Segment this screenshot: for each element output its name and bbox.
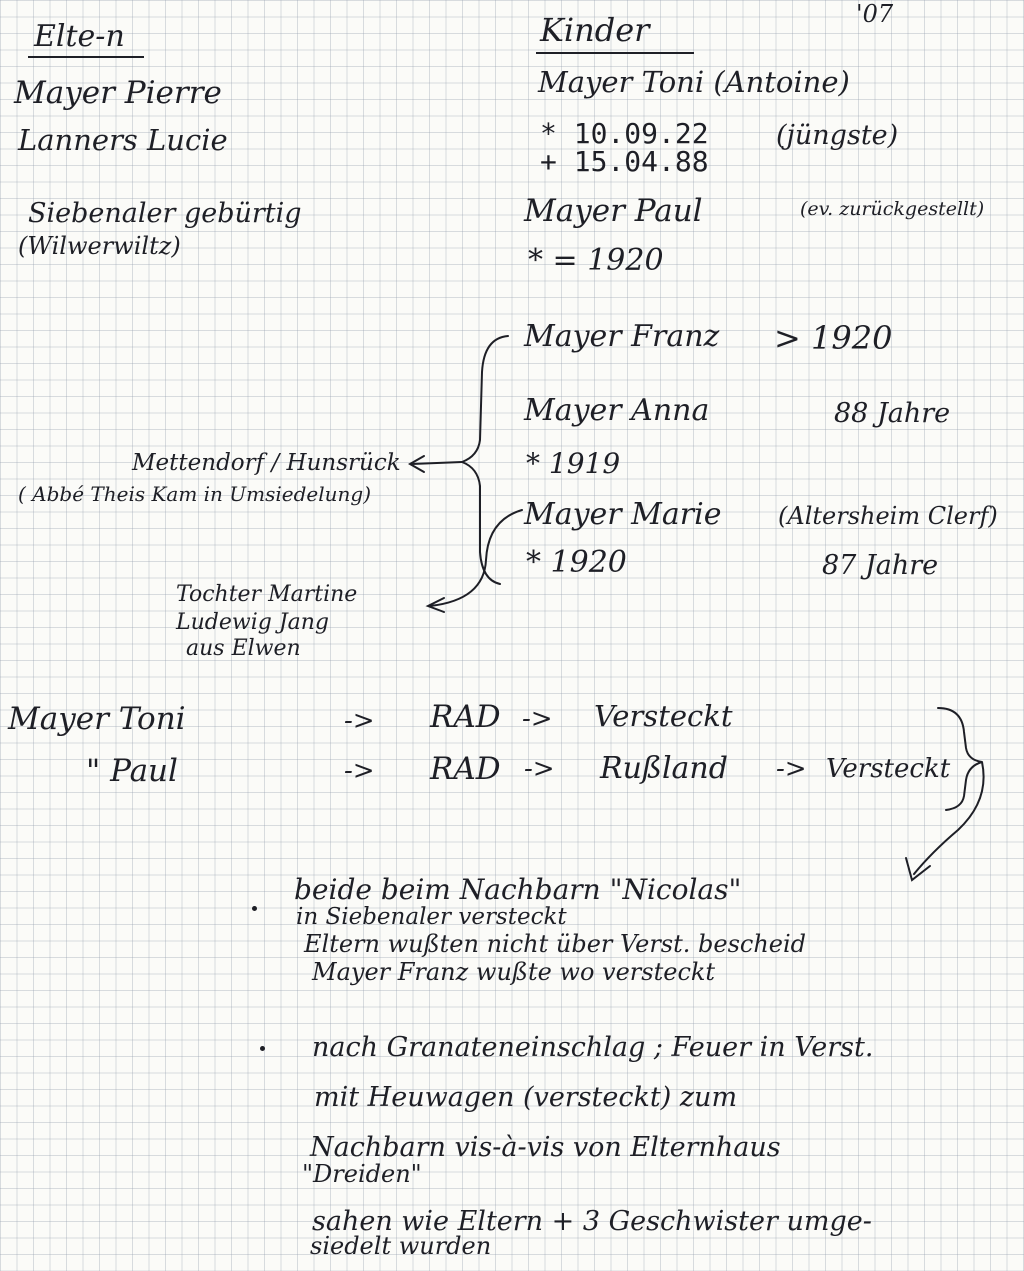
- daughter-line-1: Tochter Martine: [176, 582, 358, 607]
- route2-arrow2: ->: [524, 754, 555, 784]
- marie-age: 87 Jahre: [822, 550, 939, 581]
- marie-note: (Altersheim Clerf): [778, 502, 998, 530]
- route2-place: Rußland: [600, 751, 728, 786]
- note2-line3: Nachbarn vis-à-vis von Elternhaus: [310, 1132, 781, 1163]
- franz-born: > 1920: [774, 319, 893, 357]
- bullet-2: [260, 1046, 265, 1051]
- note1-line1: beide beim Nachbarn "Nicolas": [294, 873, 742, 906]
- father-name: Mayer Pierre: [14, 75, 222, 111]
- daughter-line-2: Ludewig Jang: [176, 610, 330, 635]
- anna-age: 88 Jahre: [834, 398, 951, 429]
- anna-born: * 1919: [526, 447, 621, 480]
- location-line-1: Mettendorf / Hunsrück: [132, 450, 401, 476]
- bullet-1: [252, 906, 257, 911]
- route1-arrow2: ->: [522, 704, 553, 734]
- note2-line4: "Dreiden": [302, 1160, 422, 1188]
- marie-name: Mayer Marie: [524, 497, 722, 532]
- left-brace: [462, 336, 508, 584]
- toni-note: (jüngste): [776, 120, 899, 151]
- arrow-to-daughter: [430, 510, 522, 606]
- parents-heading: Elte-n: [34, 19, 125, 54]
- note1-line2: in Siebenaler versteckt: [296, 904, 567, 930]
- route2-name: " Paul: [86, 753, 178, 789]
- note2-line6: siedelt wurden: [310, 1232, 492, 1260]
- franz-name: Mayer Franz: [524, 319, 720, 354]
- anna-name: Mayer Anna: [524, 393, 710, 428]
- route1-org: RAD: [430, 699, 501, 735]
- origin-line-2: (Wilwerwiltz): [18, 232, 181, 260]
- route1-arrow1: ->: [344, 706, 375, 736]
- paul-name: Mayer Paul: [524, 193, 703, 229]
- daughter-line-3: aus Elwen: [186, 636, 301, 661]
- children-heading: Kinder: [540, 11, 650, 49]
- location-line-2: ( Abbé Theis Kam in Umsiedelung): [18, 482, 372, 506]
- note1-line4: Mayer Franz wußte wo versteckt: [312, 958, 716, 986]
- route1-name: Mayer Toni: [8, 701, 186, 737]
- children-heading-underline: [536, 52, 694, 54]
- note2-line1: nach Granateneinschlag ; Feuer in Verst.: [312, 1032, 874, 1063]
- route1-end: Versteckt: [594, 699, 733, 733]
- paul-note: (ev. zurückgestellt): [800, 198, 985, 220]
- origin-line-1: Siebenaler gebürtig: [28, 198, 302, 229]
- note1-line3: Eltern wußten nicht über Verst. bescheid: [304, 930, 807, 958]
- page-number: '07: [856, 0, 894, 28]
- arrow-to-location: [412, 462, 462, 464]
- note2-line2: mit Heuwagen (versteckt) zum: [314, 1082, 738, 1113]
- note2-line5: sahen wie Eltern + 3 Geschwister umge-: [312, 1206, 872, 1237]
- mother-name: Lanners Lucie: [18, 123, 228, 157]
- marie-born: * 1920: [526, 545, 627, 580]
- paul-born: * = 1920: [528, 243, 664, 278]
- toni-born: * 10.09.22: [540, 117, 709, 150]
- route2-arrow3: ->: [776, 754, 807, 784]
- route2-end: Versteckt: [826, 754, 951, 784]
- parents-heading-underline: [28, 56, 144, 58]
- route2-org: RAD: [430, 751, 501, 787]
- toni-died: + 15.04.88: [540, 145, 709, 178]
- toni-name: Mayer Toni (Antoine): [538, 65, 850, 99]
- route2-arrow1: ->: [344, 756, 375, 786]
